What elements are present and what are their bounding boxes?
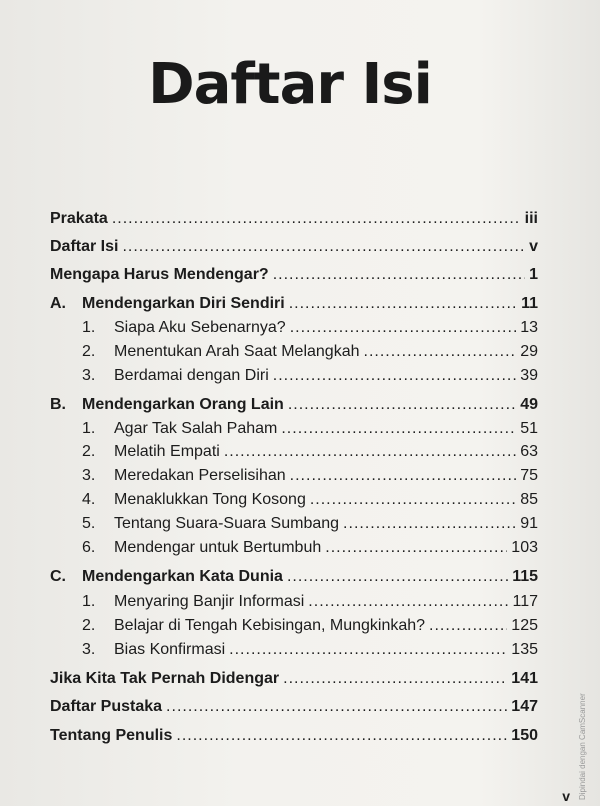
toc-entry-page: 103: [511, 539, 538, 556]
toc-entry-marker: 3.: [82, 641, 96, 658]
toc-entry: [82, 539, 538, 557]
toc-entry-marker: C.: [50, 568, 66, 585]
toc-entry-page: iii: [524, 210, 538, 227]
toc-entry-label: Berdamai dengan Diri: [114, 367, 269, 384]
toc-entry-marker: 4.: [82, 491, 96, 508]
toc-entry-page: 91: [520, 515, 538, 532]
dot-leader: [224, 443, 516, 461]
toc-entry-page: 75: [520, 467, 538, 484]
dot-leader: [166, 698, 507, 716]
dot-leader: [289, 295, 517, 313]
toc-entry-marker: 1.: [82, 319, 96, 336]
toc-entry: [82, 617, 538, 635]
dot-leader: [176, 727, 507, 745]
dot-leader: [273, 367, 516, 385]
dot-leader: [122, 238, 525, 256]
toc-entry-label: Daftar Isi: [50, 238, 119, 255]
toc-entry-label: Mendengarkan Orang Lain: [82, 396, 284, 413]
toc-entry-label: Meredakan Perselisihan: [114, 467, 286, 484]
toc-entry: [50, 238, 538, 256]
dot-leader: [308, 593, 508, 611]
toc-entry-page: 63: [520, 443, 538, 460]
dot-leader: [343, 515, 516, 533]
toc-entry-label: Agar Tak Salah Paham: [114, 420, 278, 437]
toc-entry-page: 147: [511, 698, 538, 715]
toc-entry: [50, 698, 538, 716]
footer-page-number: v: [562, 788, 570, 804]
toc-entry-marker: 6.: [82, 539, 96, 556]
toc-entry-page: 117: [512, 593, 538, 610]
toc-entry: [50, 396, 538, 414]
toc-entry-label: Jika Kita Tak Pernah Didengar: [50, 670, 280, 687]
toc-entry-marker: 5.: [82, 515, 96, 532]
dot-leader: [281, 420, 516, 438]
toc-entry-marker: 3.: [82, 367, 96, 384]
toc-entry: [82, 420, 538, 438]
toc-entry-label: Mendengarkan Kata Dunia: [82, 568, 283, 585]
toc-entry-label: Menaklukkan Tong Kosong: [114, 491, 306, 508]
dot-leader: [273, 266, 525, 284]
toc-entry-label: Daftar Pustaka: [50, 698, 163, 715]
dot-leader: [290, 467, 517, 485]
dot-leader: [287, 568, 508, 586]
toc-entry-page: 141: [511, 670, 538, 687]
toc-entry-marker: B.: [50, 396, 66, 413]
toc-entry-page: 1: [529, 266, 538, 283]
dot-leader: [288, 396, 516, 414]
toc-entry-marker: 2.: [82, 617, 96, 634]
toc-entry-page: 115: [512, 568, 538, 585]
dot-leader: [364, 343, 517, 361]
toc-entry-label: Mendengar untuk Bertumbuh: [114, 539, 322, 556]
toc-entry-label: Melatih Empati: [114, 443, 220, 460]
toc-entry-marker: 1.: [82, 593, 96, 610]
dot-leader: [112, 210, 521, 228]
toc-entry: [82, 367, 538, 385]
toc-entry-marker: 2.: [82, 343, 96, 360]
toc-entry: [82, 443, 538, 461]
toc-entry: [82, 319, 538, 337]
toc-entry: [50, 727, 538, 745]
toc-entry: [50, 266, 538, 284]
dot-leader: [229, 641, 507, 659]
toc-entry-page: 39: [520, 367, 538, 384]
toc-entry-marker: 1.: [82, 420, 96, 437]
dot-leader: [429, 617, 507, 635]
toc-entry-label: Bias Konfirmasi: [114, 641, 226, 658]
dot-leader: [325, 539, 507, 557]
toc-entry-label: Siapa Aku Sebenarnya?: [114, 319, 286, 336]
toc-entry-page: 29: [520, 343, 538, 360]
toc-entry-page: 51: [520, 420, 538, 437]
dot-leader: [310, 491, 516, 509]
toc-entry-page: 150: [511, 727, 538, 744]
toc-entry: [82, 515, 538, 533]
toc-entry-label: Mengapa Harus Mendengar?: [50, 266, 269, 283]
dot-leader: [283, 670, 507, 688]
toc-entry: [82, 593, 538, 611]
toc-entry: [50, 210, 538, 228]
toc-entry-label: Menyaring Banjir Informasi: [114, 593, 305, 610]
toc-entry-page: v: [529, 238, 538, 255]
toc-entry: [82, 641, 538, 659]
toc-entry-label: Prakata: [50, 210, 108, 227]
toc-entry-page: 13: [520, 319, 538, 336]
toc-entry-page: 125: [511, 617, 538, 634]
toc-entry-marker: 3.: [82, 467, 96, 484]
toc-entry-page: 11: [521, 295, 538, 312]
toc-entry-label: Tentang Suara-Suara Sumbang: [114, 515, 340, 532]
toc-entry-marker: 2.: [82, 443, 96, 460]
toc-entry-label: Tentang Penulis: [50, 727, 173, 744]
dot-leader: [290, 319, 517, 337]
toc-entry: [82, 343, 538, 361]
toc-entry: [50, 568, 538, 586]
toc-entry: [82, 467, 538, 485]
toc-entry: [82, 491, 538, 509]
toc-entry-marker: A.: [50, 295, 66, 312]
toc-entry-page: 135: [511, 641, 538, 658]
toc-entry: [50, 295, 538, 313]
page-title: Daftar Isi: [148, 52, 432, 117]
toc-entry-label: Mendengarkan Diri Sendiri: [82, 295, 285, 312]
toc-entry: [50, 670, 538, 688]
toc-entry-label: Belajar di Tengah Kebisingan, Mungkinkah?: [114, 617, 426, 634]
toc-entry-page: 49: [520, 396, 538, 413]
toc-entry-page: 85: [520, 491, 538, 508]
scanner-watermark: Dipindai dengan CamScanner: [578, 693, 587, 800]
toc-entry-label: Menentukan Arah Saat Melangkah: [114, 343, 360, 360]
